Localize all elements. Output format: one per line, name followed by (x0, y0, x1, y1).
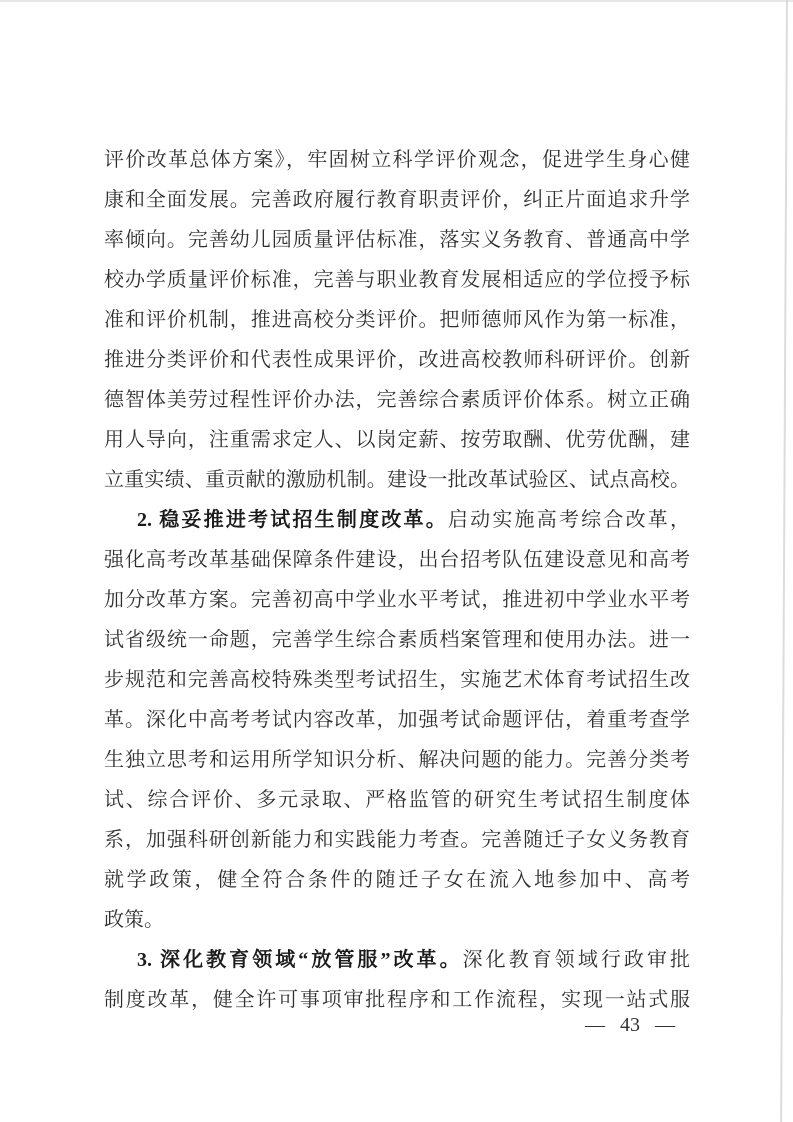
text-line: 德智体美劳过程性评价办法，完善综合素质评价体系。树立正确 (104, 389, 690, 411)
text-line: 加分改革方案。完善初高中学业水平考试，推进初中学业水平考 (104, 589, 690, 611)
text-line: 评价改革总体方案》，牢固树立科学评价观念，促进学生身心健 (104, 149, 690, 171)
text-line: 用人导向，注重需求定人、以岗定薪、按劳取酬、优劳优酬，建 (104, 429, 690, 451)
text-line: 试、综合评价、多元录取、严格监管的研究生考试招生制度体 (104, 789, 690, 811)
page-number-dash-left: — (585, 1014, 605, 1036)
text-line: 生独立思考和运用所学知识分析、解决问题的能力。完善分类考 (104, 749, 690, 771)
section-body-text: 深化教育领域行政审批 (462, 949, 690, 971)
page-number (575, 1010, 685, 1040)
text-line: 试省级统一命题，完善学生综合素质档案管理和使用办法。进一 (104, 629, 690, 651)
text-line: 系，加强科研创新能力和实践能力考查。完善随迁子女义务教育 (104, 829, 690, 851)
text-line (104, 940, 690, 980)
scan-edge-right-line-artifact (780, 0, 788, 1122)
text-line: 革。深化中高考考试内容改革，加强考试命题评估，着重考查学 (104, 709, 690, 731)
text-line: 制度改革，健全许可事项审批程序和工作流程，实现一站式服 (104, 989, 690, 1011)
section-heading: 2. 稳妥推进考试招生制度改革。 (137, 509, 448, 531)
text-line: 推进分类评价和代表性成果评价，改进高校教师科研评价。创新 (104, 349, 690, 371)
section-body-text: 启动实施高考综合改革， (447, 509, 691, 531)
text-line: 步规范和完善高校特殊类型考试招生，实施艺术体育考试招生改 (104, 669, 690, 691)
text-line: 校办学质量评价标准，完善与职业教育发展相适应的学位授予标 (104, 269, 690, 291)
text-line (104, 500, 690, 540)
text-line: 立重实绩、重贡献的激励机制。建设一批改革试验区、试点高校。 (104, 469, 690, 491)
text-line: 康和全面发展。完善政府履行教育职责评价，纠正片面追求升学 (104, 189, 690, 211)
document-text-block (104, 140, 690, 1020)
text-line: 就学政策，健全符合条件的随迁子女在流入地参加中、高考 (104, 869, 690, 891)
scan-edge-top-artifact (0, 0, 793, 2)
page-number-value: 43 (620, 1014, 640, 1036)
page-number-dash-right: — (655, 1014, 675, 1036)
text-line: 政策。 (104, 909, 164, 931)
text-line: 率倾向。完善幼儿园质量评估标准，落实义务教育、普通高中学 (104, 229, 690, 251)
text-line: 强化高考改革基础保障条件建设，出台招考队伍建设意见和高考 (104, 549, 690, 571)
section-heading: 3. 深化教育领域“放管服”改革。 (137, 949, 463, 971)
text-line: 准和评价机制，推进高校分类评价。把师德师风作为第一标准， (104, 309, 690, 331)
